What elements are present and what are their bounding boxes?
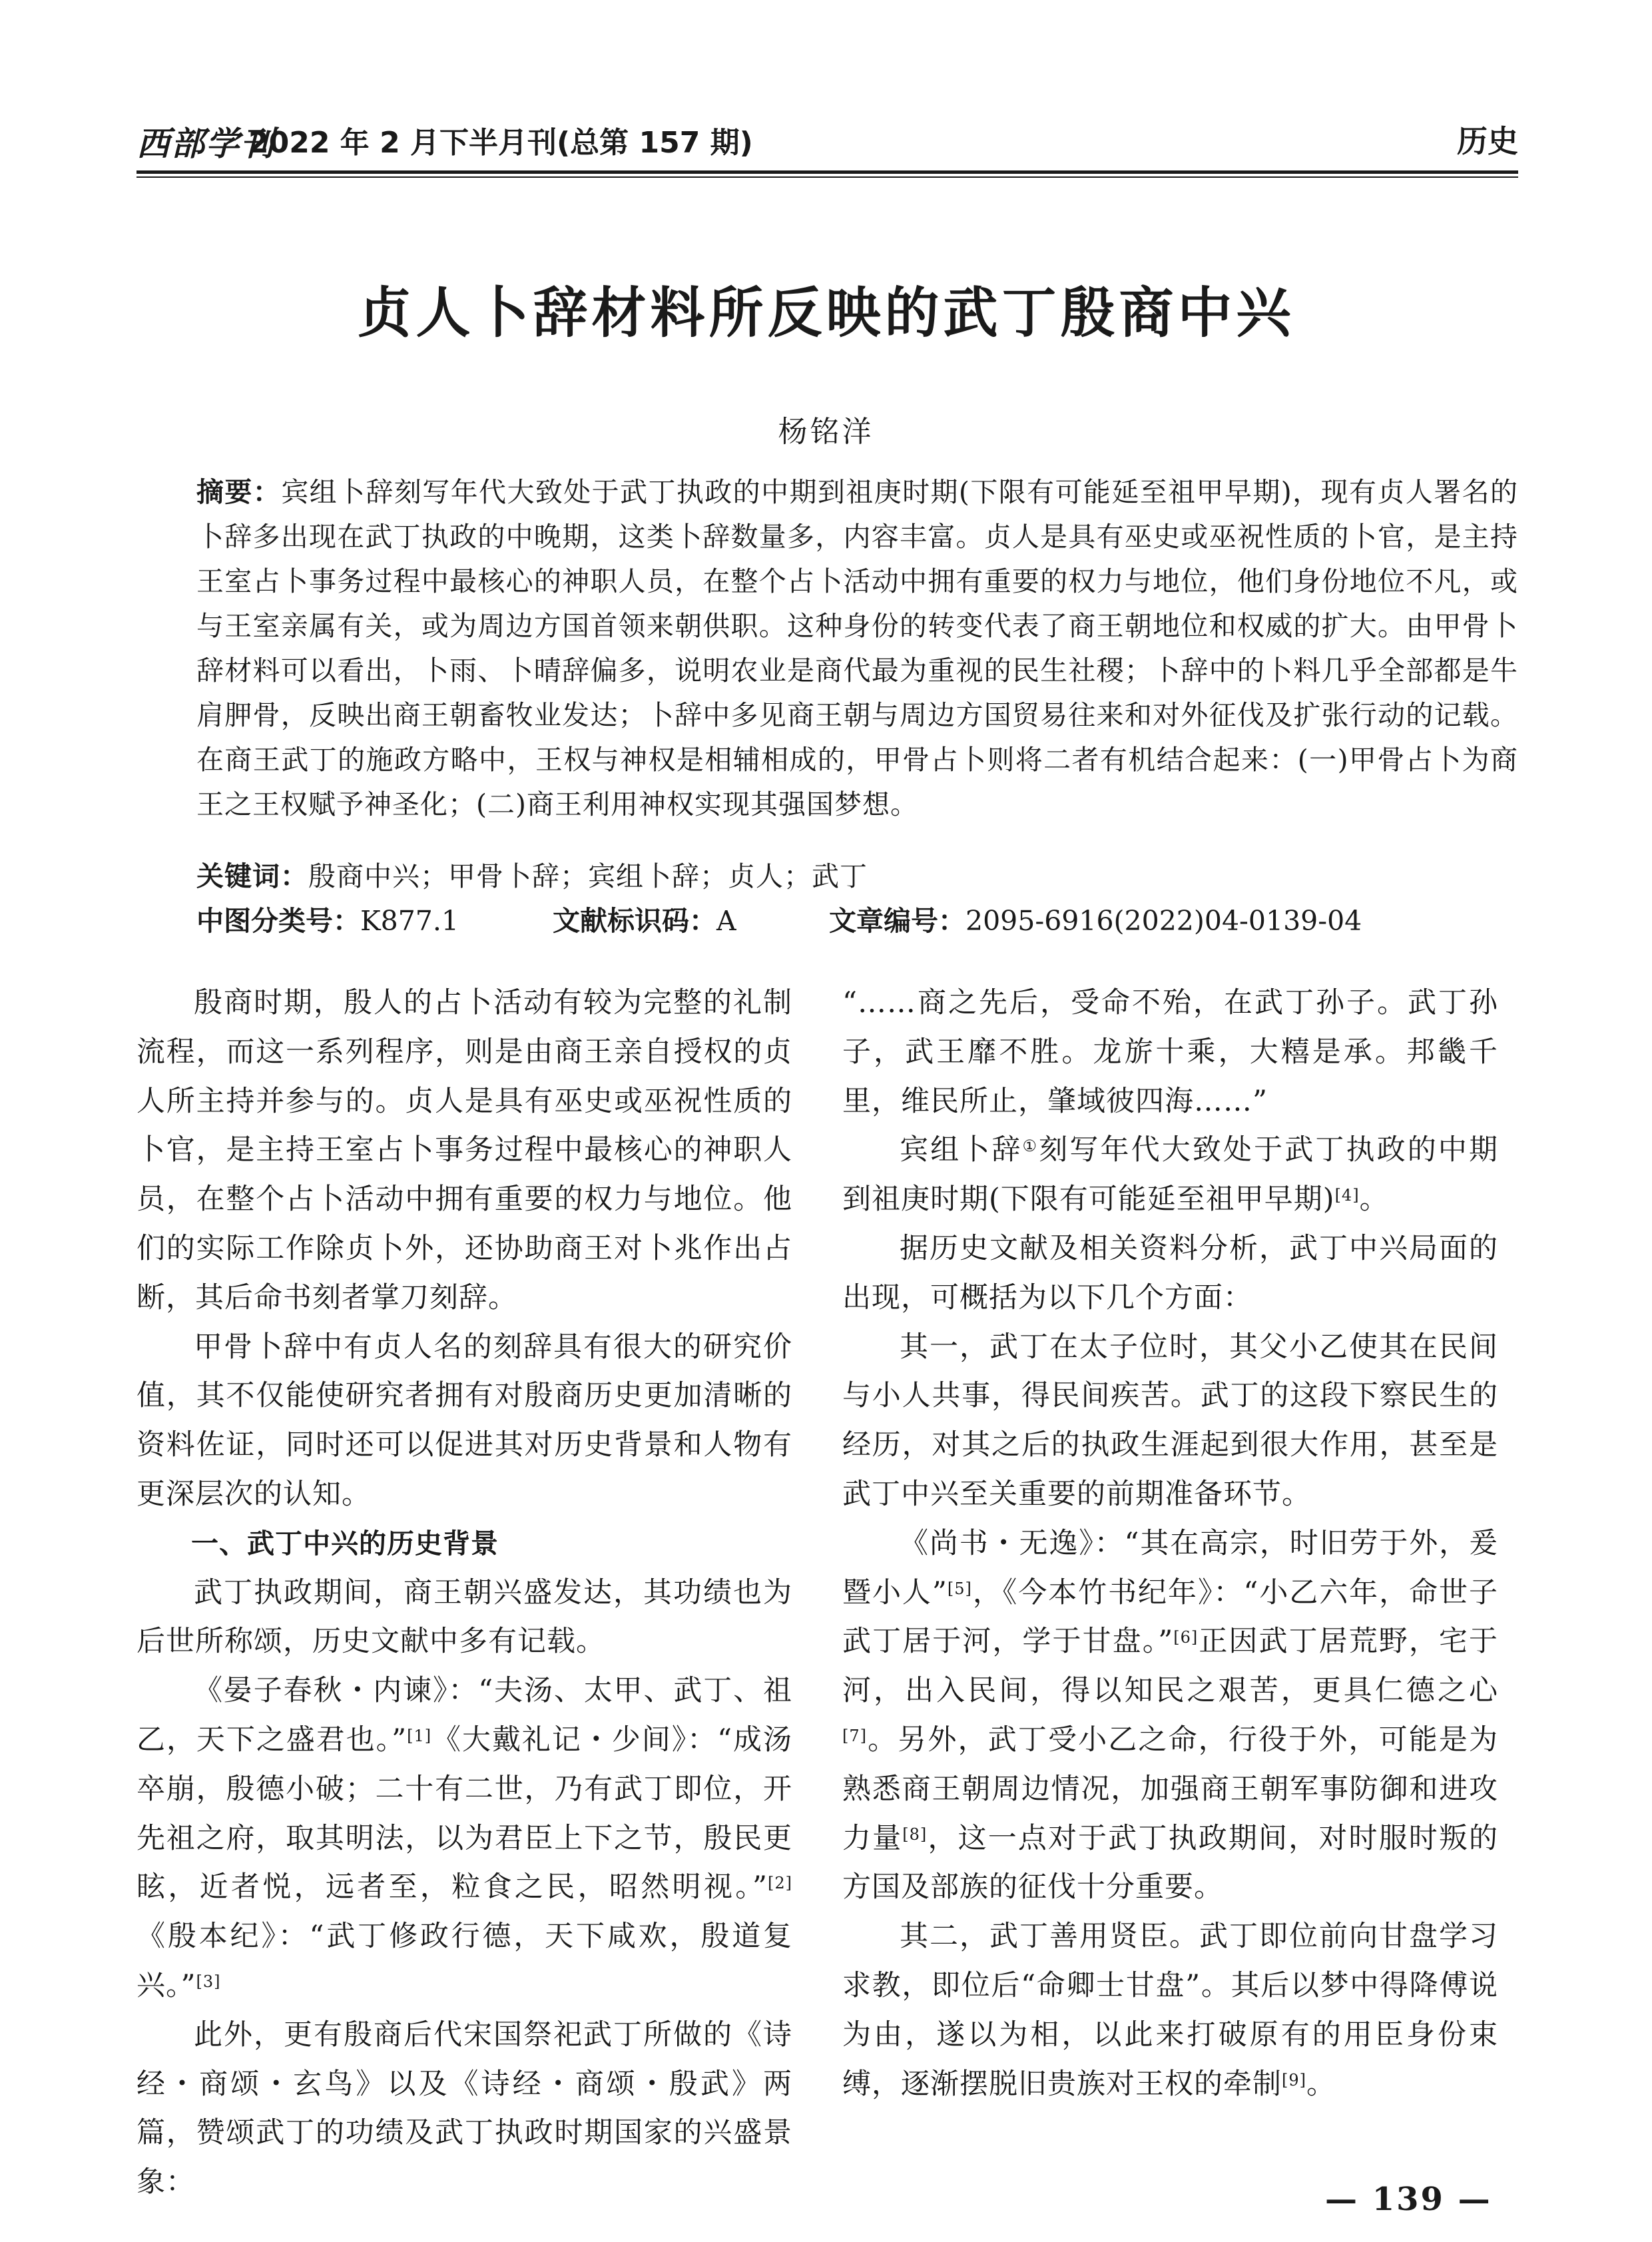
text-run: 。 <box>1359 1183 1389 1217</box>
article-label: 文章编号： <box>829 905 965 937</box>
header-rule-thick <box>137 170 1518 174</box>
text-run: 《殷本纪》：“武丁修政行德，天下咸欢，殷道复兴。” <box>137 1920 792 2002</box>
text-run: ，《今本竹书纪年》：“小乙六年，命世子武丁居于河，学于甘盘。” <box>842 1575 1499 1659</box>
document-code <box>553 899 736 938</box>
doc-value: A <box>716 905 736 937</box>
clc-label: 中图分类号： <box>196 905 360 937</box>
paragraph <box>842 1520 1498 1912</box>
article-value: 2095-6916(2022)04-0139-04 <box>965 905 1362 937</box>
keywords-text: 殷商中兴；甲骨卜辞；宾组卜辞；贞人；武丁 <box>308 860 868 892</box>
text-run: 。另外，武丁受小乙之命，行役于外，可能是为熟悉商王朝周边情况，加强商王朝军事防御和进攻力量 <box>842 1723 1498 1855</box>
article-title: 贞人卜辞材料所反映的武丁殷商中兴 <box>357 281 1295 345</box>
paragraph: 武丁执政期间，商王朝兴盛发达，其功绩也为后世所称颂，历史文献中多有记载。 <box>137 1575 792 1659</box>
clc-number <box>196 899 459 938</box>
text-run: 。 <box>1306 2067 1336 2101</box>
section-heading: 一、武丁中兴的历史背景 <box>191 1527 499 1559</box>
section-name: 历史 <box>1457 123 1518 159</box>
citation-ref: [1] <box>407 1726 432 1745</box>
text-run: 《尚书・无逸》：“其在高宗，时旧劳于外，爰暨小人” <box>842 1526 1498 1609</box>
keywords <box>196 854 1518 894</box>
paragraph: 甲骨卜辞中有贞人名的刻辞具有很大的研究价值，其不仅能使研究者拥有对殷商历史更加清晰的资料佐证，同时还可以促进其对历史背景和人物有更深层次的认知。 <box>137 1330 792 1511</box>
paragraph <box>842 1126 1498 1225</box>
citation-ref: [4] <box>1334 1186 1360 1205</box>
citation-ref: [3] <box>196 1972 221 1991</box>
citation-ref: [5] <box>947 1579 972 1598</box>
abstract-label: 摘要： <box>196 476 282 508</box>
journal-logo: 西部学刊 <box>137 124 275 163</box>
citation-ref: [6] <box>1173 1628 1199 1647</box>
body-left-column <box>137 979 792 2207</box>
clc-value: K877.1 <box>360 905 459 937</box>
abstract-text: 宾组卜辞刻写年代大致处于武丁执政的中期到祖庚时期(下限有可能延至祖甲早期)，现有贞人署名的卜辞多出现在武丁执政的中晚期，这类卜辞数量多，内容丰富。贞人是具有巫史或巫祝性质的卜官，是主持王室占卜事务过程中最核心的神职人员，在整个占卜活动中拥有重要的权力与地位，他们身份地位不凡，或与王室亲属有关，或为周边方国首领来朝供职。这种身份的转变代表了商王朝地位和权威的扩大。由甲骨卜辞材料可以看出，卜雨、卜晴辞偏多，说明农业是商代最为重视的民生社稷；卜辞中的卜料几乎全部都是牛肩胛骨，反映出商王朝畜牧业发达；卜辞中多见商王朝与周边方国贸易往来和对外征伐及扩张行动的记载。在商王武丁的施政方略中，王权与神权是相辅相成的，甲骨占卜则将二者有机结合起来：(一)甲骨占卜为商王之王权赋予神圣化；(二)商王利用神权实现其强国梦想。 <box>196 476 1518 820</box>
author-name: 杨铭洋 <box>778 415 874 449</box>
classification-line <box>196 899 1518 939</box>
text-run: 《大戴礼记・少间》：“成汤卒崩，殷德小破；二十有二世，乃有武丁即位，开先祖之府，取其明法，以为君臣上下之节，殷民更眩，近者悦，远者至，粒食之民，昭然明视。” <box>137 1723 793 1904</box>
header-rule-thin <box>137 176 1518 178</box>
paragraph: 殷商时期，殷人的占卜活动有较为完整的礼制流程，而这一系列程序，则是由商王亲自授权的贞人所主持并参与的。贞人是具有巫史或巫祝性质的卜官，是主持王室占卜事务过程中最核心的神职人员，在整个占卜活动中拥有重要的权力与地位。他们的实际工作除贞卜外，还协助商王对卜兆作出占断，其后命书刻者掌刀刻辞。 <box>137 986 792 1314</box>
journal-issue: 2022 年 2 月下半月刊(总第 157 期) <box>248 126 753 160</box>
citation-ref: [9] <box>1282 2070 1306 2090</box>
text-run: 其二，武丁善用贤臣。武丁即位前向甘盘学习求教，即位后“命卿士甘盘”。其后以梦中得降傅说为由，遂以为相，以此来打破原有的用臣身份束缚，逐渐摆脱旧贵族对王权的牵制 <box>842 1920 1498 2101</box>
page-number: — 139 — <box>1325 2181 1492 2218</box>
text-run: 《晏子春秋・内谏》：“夫汤、太甲、武丁、祖乙，天下之盛君也。” <box>137 1674 792 1757</box>
doc-label: 文献标识码： <box>553 905 716 937</box>
text-run: 刻写年代大致处于武丁执政的中期到祖庚时期(下限有可能延至祖甲早期) <box>842 1133 1499 1217</box>
running-header <box>137 113 1518 166</box>
text-run: ，这一点对于武丁执政期间，对时服时叛的方国及部族的征伐十分重要。 <box>842 1821 1499 1904</box>
paragraph: 其一，武丁在太子位时，其父小乙使其在民间与小人共事，得民间疾苦。武丁的这段下察民生的经历，对其之后的执政生涯起到很大作用，甚至是武丁中兴至关重要的前期准备环节。 <box>842 1330 1498 1511</box>
paragraph <box>842 1912 1498 2109</box>
text-run: 宾组卜辞 <box>900 1133 1023 1167</box>
text-run: 正因武丁居荒野，宅于河，出入民间，得以知民之艰苦，更具仁德之心 <box>842 1625 1499 1708</box>
paragraph: 据历史文献及相关资料分析，武丁中兴局面的出现，可概括为以下几个方面： <box>842 1231 1498 1314</box>
citation-ref: [2] <box>768 1874 792 1893</box>
abstract <box>196 470 1518 827</box>
citation-ref: [8] <box>902 1824 928 1844</box>
footnote-marker: ① <box>1022 1137 1039 1156</box>
quotation: “……商之先后，受命不殆，在武丁孙子。武丁孙子，武王靡不胜。龙旂十乘，大糦是承。邦畿千里，维民所止，肇域彼四海……” <box>842 986 1498 1118</box>
body-right-column <box>842 979 1498 2109</box>
citation-ref: [7] <box>842 1726 867 1745</box>
paragraph <box>137 1667 792 2011</box>
article-number <box>829 899 1362 938</box>
paragraph: 此外，更有殷商后代宋国祭祀武丁所做的《诗经・商颂・玄鸟》以及《诗经・商颂・殷武》两篇，赞颂武丁的功绩及武丁执政时期国家的兴盛景象： <box>137 2018 792 2199</box>
keywords-label: 关键词： <box>196 860 308 892</box>
